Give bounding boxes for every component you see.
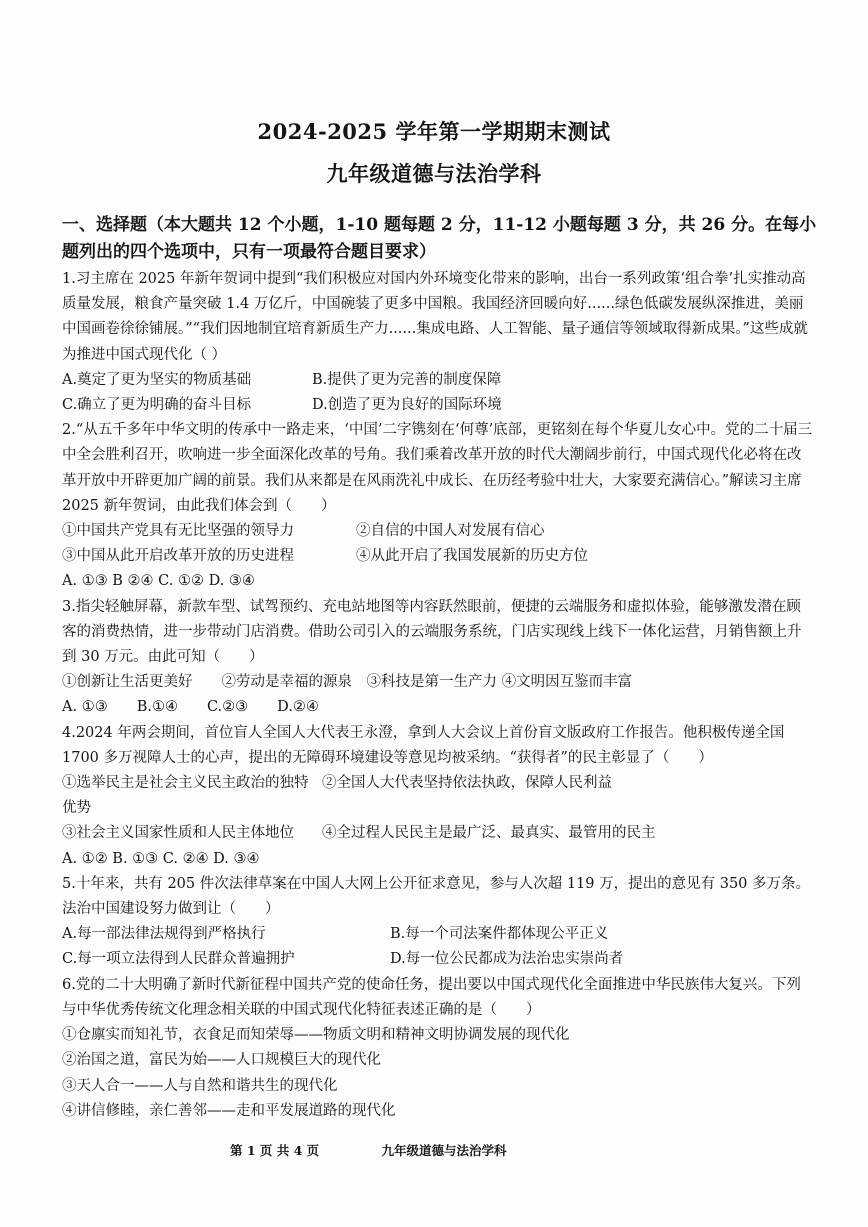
question-6-item-2: ②治国之道，富民为始——人口规模巨大的现代化 bbox=[62, 1052, 381, 1069]
question-5-options-row-1 bbox=[62, 922, 814, 947]
exam-subtitle: 九年级道德与法治学科 bbox=[326, 161, 542, 186]
question-1-option-c: C.确立了更为明确的奋斗目标 bbox=[62, 397, 252, 414]
question-2-answers: A. ①③ B ②④ C. ①② D. ③④ bbox=[62, 573, 255, 590]
question-3-stem: 3.指尖轻触屏幕，新款车型、试驾预约、充电站地图等内容跃然眼前，便捷的云端服务和虚拟体验，能够激发潜在顾客的消费热情，进一步带动门店消费。借助公司引入的云端服务系统，门店实现线上线下一体化运营，月销售额上升到 30 万元。由此可知（ ） bbox=[62, 598, 802, 666]
question-4-items-row-2 bbox=[62, 821, 814, 846]
question-1-options-row-1 bbox=[62, 368, 814, 393]
question-3-answers: A. ①③ B.①④ C.②③ D.②④ bbox=[62, 699, 319, 716]
question-5-option-c: C.每一项立法得到人民群众普遍拥护 bbox=[62, 951, 295, 968]
question-3-items: ①创新让生活更美好 ②劳动是幸福的源泉 ③科技是第一生产力 ④文明因互鉴而丰富 bbox=[62, 674, 633, 691]
question-1-option-d: D.创造了更为良好的国际环境 bbox=[312, 397, 502, 414]
page-number: 第 1 页 共 4 页 bbox=[230, 1143, 320, 1158]
question-6-item-1: ①仓廪实而知礼节，衣食足而知荣辱——物质文明和精神文明协调发展的现代化 bbox=[62, 1027, 570, 1044]
question-2-stem: 2.“从五千多年中华文明的传承中一路走来，‘中国’二字镌刻在‘何尊’底部，更铭刻在每个华夏儿女心中。党的二十届三中全会胜利召开，吹响进一步全面深化改革的号角。我们乘着改革开放的时代大潮阔步前行，中国式现代化必将在改革开放中开辟更加广阔的前景。我们从来都是在风雨洗礼中成长、在历经考验中壮大，大家要充满信心。”解读习主席 2025 新年贺词，由此我们体会到（ ） bbox=[62, 422, 813, 514]
question-4-answers: A. ①② B. ①③ C. ②④ D. ③④ bbox=[62, 850, 260, 867]
question-1-options-row-2 bbox=[62, 393, 814, 418]
question-6-stem: 6.党的二十大明确了新时代新征程中国共产党的使命任务，提出要以中国式现代化全面推进中华民族伟大复兴。下列与中华优秀传统文化理念相关联的中国式现代化特征表述正确的是（ ） bbox=[62, 976, 801, 1018]
question-2-items-row-1 bbox=[62, 519, 814, 544]
footer-subject: 九年级道德与法治学科 bbox=[381, 1143, 507, 1158]
question-4-item-3: ③社会主义国家性质和人民主体地位 bbox=[62, 825, 294, 842]
question-5-options-row-2 bbox=[62, 947, 814, 972]
question-4-stem: 4.2024 年两会期间，首位盲人全国人大代表王永澄，拿到人大会议上首份盲文版政府工作报告。他积极传递全国 1700 多万视障人士的心声，提出的无障碍环境建设等意见均被采纳。“获得者”的民主彰显了（ ） bbox=[62, 724, 785, 766]
question-6-item-4: ④讲信修睦，亲仁善邻——走和平发展道路的现代化 bbox=[62, 1102, 396, 1119]
question-1-stem: 1.习主席在 2025 年新年贺词中提到“我们积极应对国内外环境变化带来的影响，出台一系列政策‘组合拳’扎实推动高质量发展，粮食产量突破 1.4 万亿斤，中国碗装了更多中国粮。我国经济回暖向好......绿色低碳发展纵深推进，美丽中国画卷徐徐铺展。”“我们因地制宜培育新质生产力......集成电路、人工智能、量子通信等领域取得新成果。”这些成就为推进中国式现代化（ ） bbox=[62, 271, 808, 363]
question-1-option-b: B.提供了更为完善的制度保障 bbox=[312, 371, 502, 388]
question-4-item-1: ①选举民主是社会主义民主政治的独特优势 bbox=[62, 775, 309, 817]
section-heading: 一、选择题（本大题共 12 个小题，1-10 题每题 2 分，11-12 小题每题 3 分，共 26 分。在每小题列出的四个选项中，只有一项最符合题目要求） bbox=[62, 215, 817, 262]
question-5-option-a: A.每一部法律法规得到严格执行 bbox=[62, 926, 266, 943]
question-list bbox=[62, 267, 814, 1124]
question-5-stem: 5.十年来，共有 205 件次法律草案在中国人大网上公开征求意见，参与人次超 119 万，提出的意见有 350 多万条。法治中国建设努力做到让（ ） bbox=[62, 875, 811, 918]
question-5-option-d: D.每一位公民都成为法治忠实崇尚者 bbox=[390, 951, 624, 968]
page-footer bbox=[230, 1141, 565, 1159]
question-6-item-3: ③天人合一——人与自然和谐共生的现代化 bbox=[62, 1077, 338, 1094]
exam-title: 2024-2025 学年第一学期期末测试 bbox=[257, 119, 611, 144]
question-1-option-a: A.奠定了更为坚实的物质基础 bbox=[62, 371, 252, 388]
question-2-item-4: ④从此开启了我国发展新的历史方位 bbox=[356, 548, 588, 565]
question-2-item-3: ③中国从此开启改革开放的历史进程 bbox=[62, 548, 294, 565]
question-4-item-2: ②全国人大代表坚持依法执政，保障人民利益 bbox=[322, 775, 612, 792]
question-4-item-4: ④全过程人民民主是最广泛、最真实、最管用的民主 bbox=[322, 825, 656, 842]
question-5-option-b: B.每一个司法案件都体现公平正义 bbox=[390, 926, 609, 943]
question-2-item-2: ②自信的中国人对发展有信心 bbox=[356, 523, 545, 540]
question-2-item-1: ①中国共产党具有无比坚强的领导力 bbox=[62, 523, 294, 540]
question-4-items-row-1 bbox=[62, 771, 814, 821]
question-2-items-row-2 bbox=[62, 544, 814, 569]
